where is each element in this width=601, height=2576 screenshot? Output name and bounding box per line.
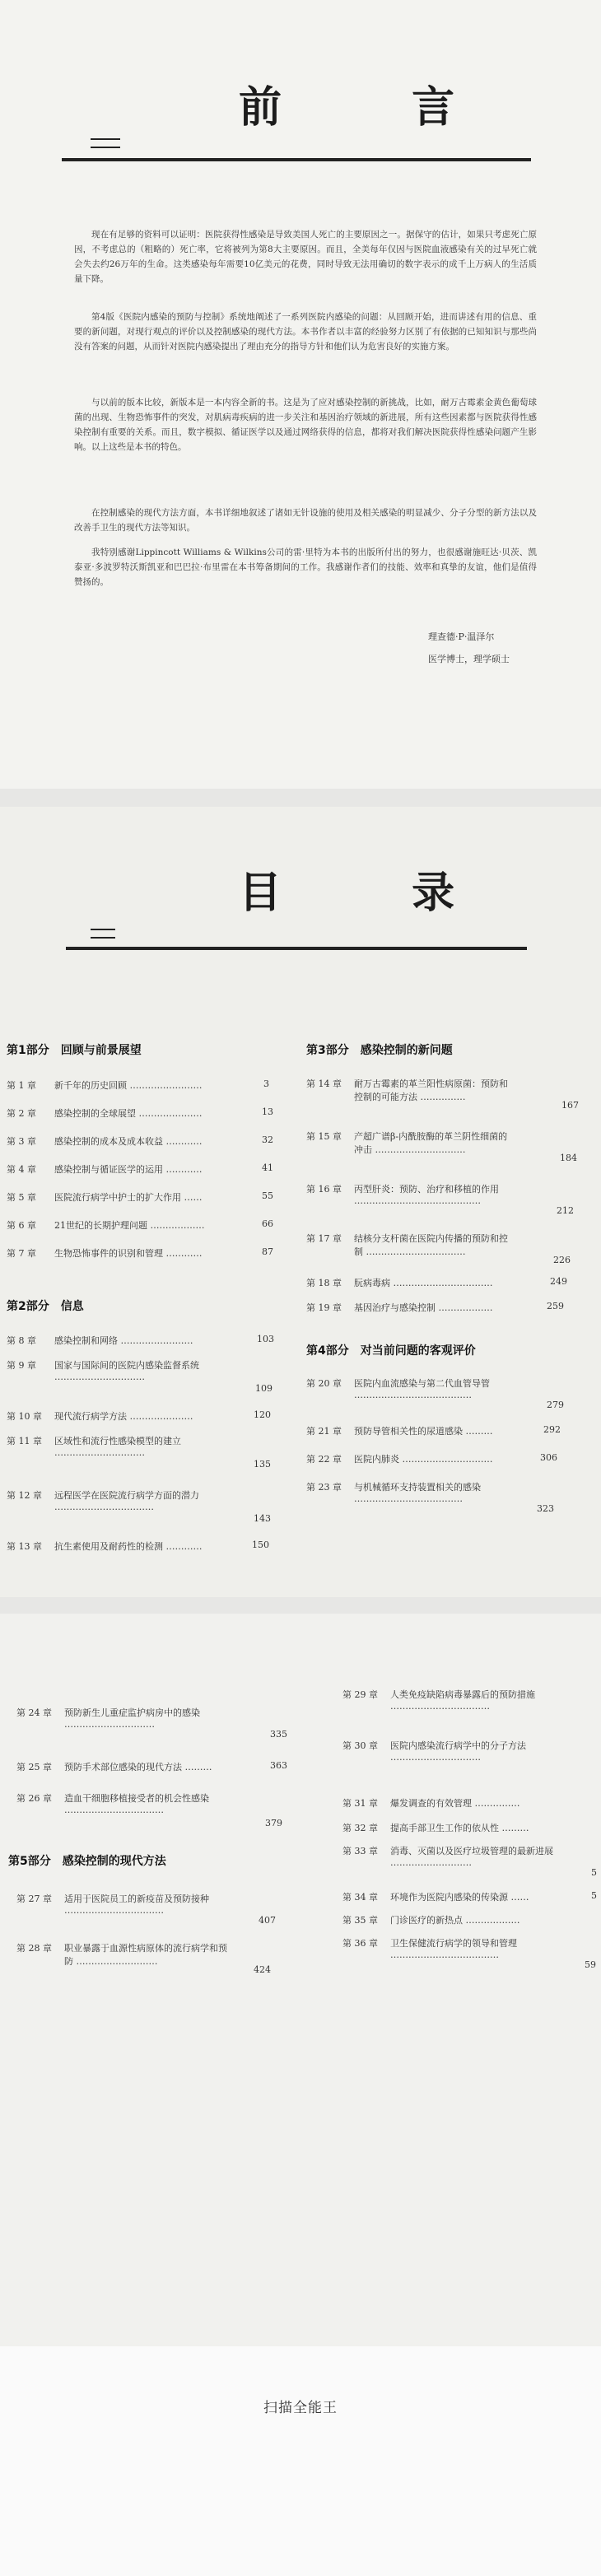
- preface-paragraph-2: 第4版《医院内感染的预防与控制》系统地阐述了一系列医院内感染的问题：从回顾开始，进而讲述有用的信息、重要的新问题，对现行观点的评价以及控制感染的现代方法。本书作者以丰富的经验努力区别了有依据的已知知识与那些尚没有答案的问题，从而针对医院内感染提出了理由充分的指导方针和他们认为危害良好的实施方案。: [74, 312, 537, 352]
- toc-page-number: 143: [254, 1513, 271, 1524]
- toc-page-number: 13: [262, 1106, 273, 1117]
- toc-entry[interactable]: 第 33 章 消毒、灭菌以及医疗垃圾管理的最新进展 ………………………: [342, 1846, 553, 1868]
- toc-entry[interactable]: 第 9 章 国家与国际间的医院内感染监督系统 …………………………: [7, 1360, 199, 1382]
- preface-signature-title: 医学博士，理学硕士: [428, 654, 510, 664]
- toc-page-number: 135: [254, 1459, 271, 1470]
- title-rule-long: [62, 158, 531, 161]
- toc-part-5: 第5部分 感染控制的现代方法: [8, 1855, 166, 1868]
- toc-entry[interactable]: 第 28 章 职业暴露于血源性病原体的流行病学和预防 ………………………: [16, 1943, 227, 1967]
- toc-page-number: 407: [259, 1915, 276, 1926]
- toc-page-number: 323: [537, 1503, 554, 1514]
- toc-entry[interactable]: 第 24 章 预防新生儿重症监护病房中的感染 …………………………: [16, 1707, 200, 1730]
- toc-page-number: 212: [557, 1205, 574, 1216]
- toc-entry[interactable]: 第 3 章 感染控制的成本及成本收益 …………: [7, 1136, 203, 1147]
- toc-entry[interactable]: 第 29 章 人类免疫缺陷病毒暴露后的预防措施 ……………………………: [342, 1689, 535, 1712]
- toc-page-number: 279: [547, 1400, 564, 1410]
- toc-entry[interactable]: 第 7 章 生物恐怖事件的识别和管理 …………: [7, 1248, 203, 1259]
- preface-paragraph-1: 现在有足够的资料可以证明：医院获得性感染是导致美国人死亡的主要原因之一。据保守的估计，如果只考虑死亡原因，不考虑总的（粗略的）死亡率，它将被列为第8大主要原因。而且，全美每年仅因与医院血液感染有关的过早死亡就会失去约26万年的生命。这类感染每年需要10亿美元的花费，同时导致无法用确切的数字表示的成千上万病人的生活质量下降。: [74, 230, 537, 284]
- preface-paragraph-4: 在控制感染的现代方法方面，本书详细地叙述了诸如无针设施的使用及相关感染的明显减少、分子分型的新方法以及改善手卫生的现代方法等知识。: [74, 508, 537, 533]
- toc-entry[interactable]: 第 22 章 医院内肺炎 …………………………: [306, 1454, 493, 1465]
- page-gap: [0, 789, 601, 807]
- toc-entry[interactable]: 第 21 章 预防导管相关性的尿道感染 ………: [306, 1426, 493, 1437]
- toc-page-number: 5: [591, 1867, 597, 1878]
- toc-rule-short-upper: [91, 929, 115, 930]
- toc-entry[interactable]: 第 5 章 医院流行病学中护士的扩大作用 ……: [7, 1192, 203, 1203]
- toc-title: 目 录: [239, 868, 513, 918]
- toc-page-number: 167: [561, 1100, 579, 1111]
- preface-page: [0, 0, 601, 789]
- preface-signature-name: 理查德·P·温泽尔: [428, 631, 495, 642]
- toc-entry[interactable]: 第 30 章 医院内感染流行病学中的分子方法 …………………………: [342, 1740, 526, 1763]
- toc-entry[interactable]: 第 17 章 结核分支杆菌在医院内传播的预防和控制 ……………………………: [306, 1233, 508, 1257]
- toc-page-number: 379: [265, 1818, 282, 1828]
- toc-entry[interactable]: 第 36 章 卫生保健流行病学的领导和管理 ………………………………: [342, 1938, 517, 1960]
- toc-entry[interactable]: 第 1 章 新千年的历史回顾 ……………………: [7, 1080, 203, 1091]
- toc-entry[interactable]: 第 34 章 环境作为医院内感染的传染源 ……: [342, 1892, 529, 1903]
- toc-entry[interactable]: 第 11 章 区域性和流行性感染模型的建立 …………………………: [7, 1436, 181, 1458]
- toc-entry[interactable]: 第 2 章 感染控制的全球展望 …………………: [7, 1108, 203, 1119]
- toc-page-number: 59: [585, 1959, 596, 1970]
- scanner-footer: [0, 2346, 601, 2576]
- toc-entry[interactable]: 第 16 章 丙型肝炎：预防、治疗和移植的作用 ……………………………………: [306, 1184, 499, 1206]
- toc-entry[interactable]: 第 23 章 与机械循环支持装置相关的感染 ………………………………: [306, 1482, 481, 1504]
- toc-entry[interactable]: 第 13 章 抗生素使用及耐药性的检测 …………: [7, 1541, 203, 1552]
- toc-rule-long: [66, 947, 527, 950]
- toc-entry[interactable]: 第 12 章 远程医学在医院流行病学方面的潜力 ……………………………: [7, 1490, 199, 1512]
- toc-page-number: 249: [550, 1276, 567, 1287]
- toc-page-number: 292: [543, 1424, 561, 1435]
- toc-page-number: 424: [254, 1964, 271, 1975]
- toc-entry[interactable]: 第 10 章 现代流行病学方法 …………………: [7, 1411, 193, 1422]
- toc-page-number: 5: [591, 1890, 597, 1901]
- toc-page-number: 120: [254, 1409, 271, 1420]
- toc-page-number: 226: [553, 1255, 571, 1265]
- toc-entry[interactable]: 第 26 章 造血干细胞移植接受者的机会性感染 ……………………………: [16, 1793, 209, 1815]
- toc-part-3: 第3部分 感染控制的新问题: [306, 1044, 453, 1057]
- toc-page-number: 32: [262, 1134, 273, 1145]
- toc-part-4: 第4部分 对当前问题的客观评价: [306, 1344, 476, 1358]
- toc-page-number: 363: [270, 1760, 287, 1771]
- toc-part-1: 第1部分 回顾与前景展望: [7, 1044, 142, 1057]
- toc-entry[interactable]: 第 14 章 耐万古霉素的革兰阳性病原菌：预防和控制的可能方法 ……………: [306, 1078, 508, 1102]
- toc-rule-short-lower: [91, 937, 115, 939]
- toc-page-number: 3: [263, 1078, 269, 1089]
- toc-entry[interactable]: 第 25 章 预防手术部位感染的现代方法 ………: [16, 1762, 212, 1772]
- scanner-brand: 扫描全能王: [263, 2400, 338, 2416]
- toc-page-continued: [0, 1614, 601, 2346]
- toc-page-number: 335: [270, 1729, 287, 1740]
- toc-entry[interactable]: 第 6 章 21世纪的长期护理问题 ………………: [7, 1220, 205, 1231]
- toc-entry[interactable]: 第 20 章 医院内血流感染与第二代血管导管 …………………………………: [306, 1378, 490, 1400]
- toc-page-number: 259: [547, 1301, 564, 1311]
- title-rule-short-lower: [91, 147, 120, 148]
- toc-page: [0, 807, 601, 1597]
- toc-page-number: 306: [540, 1452, 557, 1463]
- toc-entry[interactable]: 第 35 章 门诊医疗的新热点 ………………: [342, 1915, 520, 1926]
- title-rule-short-upper: [91, 138, 120, 140]
- preface-title: 前 言: [239, 82, 513, 133]
- toc-entry[interactable]: 第 27 章 适用于医院员工的新疫苗及预防接种 ……………………………: [16, 1894, 209, 1916]
- preface-paragraph-5: 我特别感谢Lippincott Williams & Wilkins公司的雷·里特为本书的出版所付出的努力，也很感谢施旺达·贝茨、凯泰亚·多波罗特沃斯凯亚和巴巴拉·布里雷在本书筹备期间的工作。我感谢作者们的技能、效率和真挚的友谊，他们是值得赞扬的。: [74, 547, 537, 587]
- toc-entry[interactable]: 第 31 章 爆发调查的有效管理 ……………: [342, 1798, 520, 1809]
- toc-entry[interactable]: 第 4 章 感染控制与循证医学的运用 …………: [7, 1164, 203, 1175]
- toc-entry[interactable]: 第 32 章 提高手部卫生工作的依从性 ………: [342, 1823, 529, 1833]
- page-gap: [0, 1597, 601, 1614]
- preface-paragraph-3: 与以前的版本比较，新版本是一本内容全新的书。这是为了应对感染控制的新挑战，比如，耐万古霉素金黄色葡萄球菌的出现、生物恐怖事件的突发，对肌病毒疾病的进一步关注和基因治疗领域的新进展，所有这些因素都与医院获得性感染控制有重要的关系。而且，数字模拟、循证医学以及通过网络获得的信息，都将对我们解决医院获得性感染问题产生影响。以上这些是本书的特色。: [74, 398, 537, 452]
- toc-page-number: 103: [257, 1334, 274, 1344]
- toc-page-number: 184: [560, 1153, 577, 1163]
- toc-entry[interactable]: 第 8 章 感染控制和网络 ……………………: [7, 1335, 193, 1346]
- toc-part-2: 第2部分 信息: [7, 1300, 84, 1313]
- toc-page-number: 109: [255, 1383, 273, 1394]
- toc-page-number: 55: [262, 1190, 273, 1201]
- toc-entry[interactable]: 第 18 章 朊病毒病 ……………………………: [306, 1278, 493, 1288]
- toc-page-number: 41: [262, 1162, 273, 1173]
- toc-entry[interactable]: 第 19 章 基因治疗与感染控制 ………………: [306, 1302, 493, 1313]
- toc-page-number: 150: [252, 1540, 269, 1550]
- toc-page-number: 66: [262, 1218, 273, 1229]
- toc-page-number: 87: [262, 1246, 273, 1257]
- toc-entry[interactable]: 第 15 章 产超广谱β-内酰胺酶的革兰阴性细菌的冲击 …………………………: [306, 1131, 508, 1155]
